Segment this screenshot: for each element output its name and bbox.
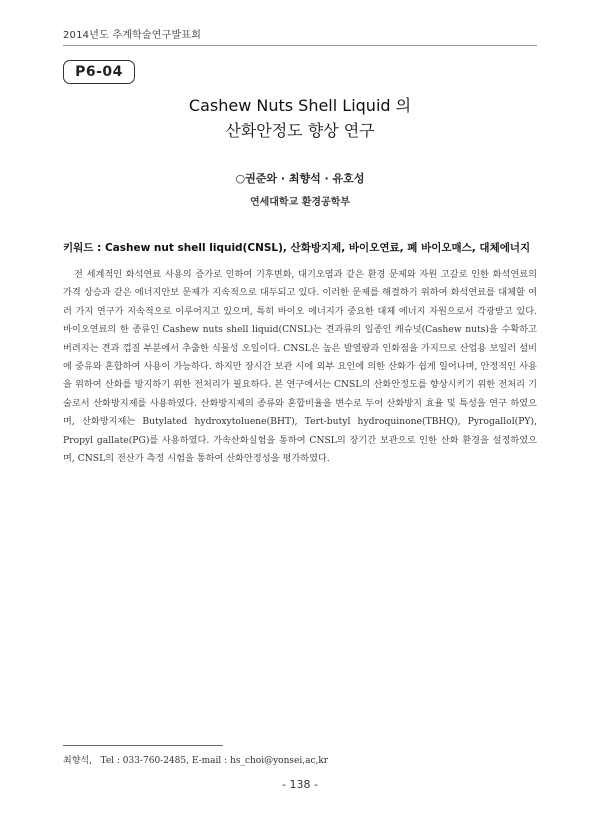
title-line-1: Cashew Nuts Shell Liquid 의	[188, 96, 412, 115]
page-number: - 138 -	[282, 778, 318, 791]
affiliation: 연세대학교 환경공학부	[249, 197, 351, 208]
authors: ○권준와 · 최향석 · 유호성	[235, 172, 365, 185]
paper-title	[0, 93, 600, 143]
title-line-2: 산화안정도 향상 연구	[225, 121, 375, 140]
paper-code-badge: P6-04	[63, 60, 135, 84]
footnote-divider	[63, 745, 223, 746]
header-divider	[63, 45, 537, 46]
corresponding-author-footnote: 최향석, Tel : 033-760-2485, E-mail : hs_choi@yonsei,ac,kr	[63, 756, 329, 766]
keywords: 키워드 : Cashew nut shell liquid(CNSL), 산화방지제, 바이오연료, 폐 바이오매스, 대체에너지	[63, 242, 531, 254]
conference-header: 2014년도 추계학술연구발표회	[63, 30, 202, 41]
abstract-body: 전 세계적인 화석연료 사용의 증가로 인하여 기후변화, 대기오염과 같은 환경 문제와 자원 고갈로 인한 화석연료의 가격 상승과 같은 에너지안보 문제가 지속적으로 대두되고 있다. 이러한 문제를 해결하기 위하여 화석연료를 대체할 여러 가지 연구가 지속적으로 이루어지고 있으며, 특히 바이오 에너지가 중요한 대체 에너지 자원으로서 각광받고 있다. 바이오연료의 한 종류인 Cashew nuts shell liquid(CNSL)는 견과류의 일종인 캐슈넛(Cashew nuts)을 수확하고 버려지는 견과 껍질 부분에서 추출한 식물성 오일이다. CNSL은 높은 발열량과 인화점을 가지므로 산업용 보일러 설비에 중유와 혼합하여 사용이 가능하다. 하지만 장시간 보관 시에 외부 요인에 의한 산화가 쉽게 일어나며, 안정적인 사용을 위하여 산화를 방지하기 위한 전처리가 필요하다. 본 연구에서는 CNSL의 산화안정도를 향상시키기 위한 전처리 기술로서 산화방지제를 사용하였다. 산화방지제의 종류와 혼합비율을 변수로 두어 산화방지 효율 및 특성을 연구 하였으며, 산화방지제는 Butylated hydroxytoluene(BHT), Tert-butyl hydroquinone(TBHQ), Pyrogallol(PY), Propyl gallate(PG)를 사용하였다. 가속산화실험을 통하여 CNSL의 장기간 보관으로 인한 산화 환경을 설정하였으며, CNSL의 전산가 측정 시험을 통하여 산화안정성을 평가하였다.	[63, 269, 537, 465]
